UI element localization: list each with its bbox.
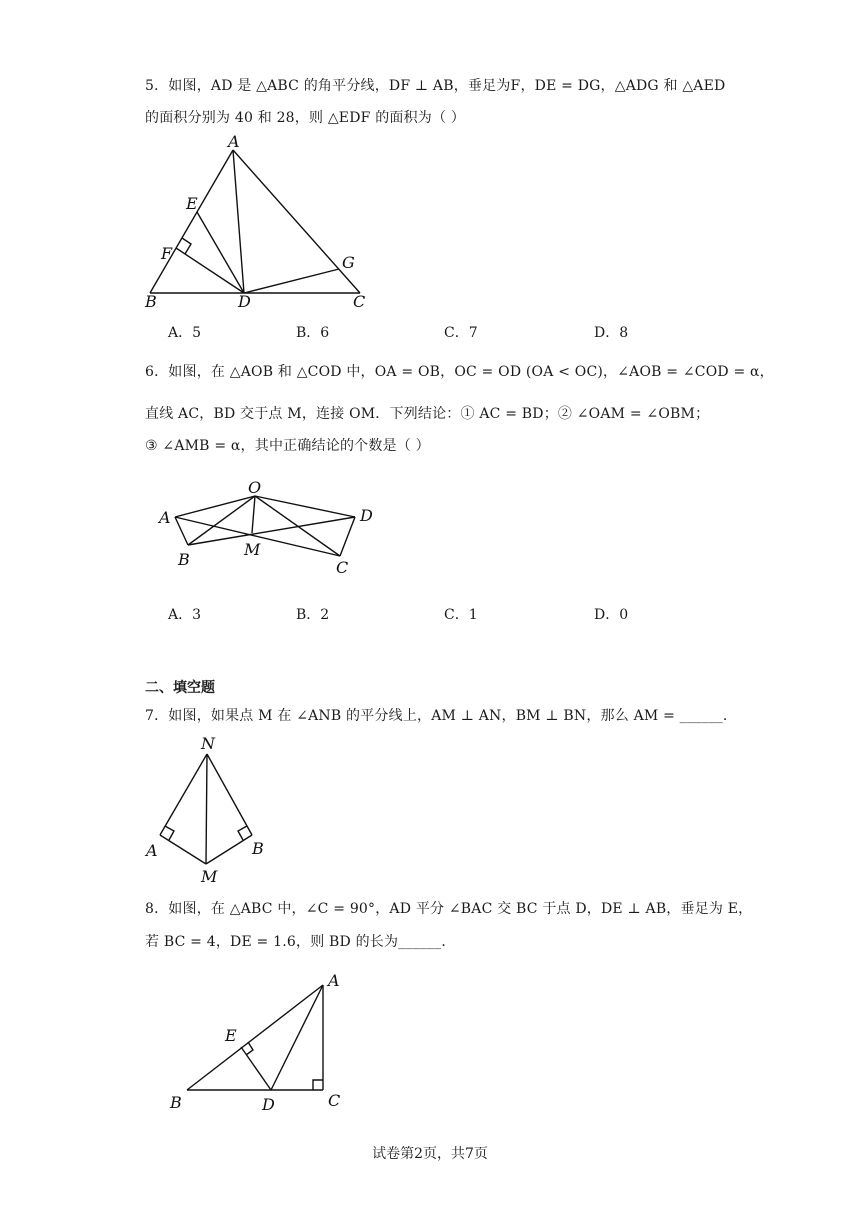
q5-option-d: D．8: [594, 325, 629, 341]
q6-option-c: C．1: [444, 607, 478, 623]
q8-seg-ad: [271, 985, 323, 1090]
q6-label-m: M: [244, 540, 261, 559]
q6-stem-line2: 直线 AC，BD 交于点 M，连接 OM．下列结论：① AC = BD；② ∠OAM = ∠OBM；: [145, 406, 710, 422]
q5-label-g: G: [342, 253, 355, 272]
q6-option-d: D．0: [594, 607, 629, 623]
q8-label-b: B: [170, 1093, 182, 1112]
q7-stem: 7．如图，如果点 M 在 ∠ANB 的平分线上，AM ⊥ AN，BM ⊥ BN，那么 AM = ______．: [145, 708, 738, 724]
q5-stem-line1: 5．如图，AD 是 △ABC 的角平分线，DF ⊥ AB，垂足为F，DE = DG，△ADG 和 △AED: [145, 78, 726, 94]
q5-label-c: C: [353, 292, 366, 311]
q8-label-e: E: [225, 1026, 237, 1045]
q8-stem-line2: 若 BC = 4，DE = 1.6，则 BD 的长为______．: [145, 934, 456, 950]
q5-label-b: B: [145, 292, 157, 311]
q7-label-n: N: [201, 734, 215, 753]
q6-option-b: B．2: [296, 607, 330, 623]
q8-right-angle-c: [313, 1080, 323, 1090]
q7-label-a: A: [146, 841, 158, 860]
q8-label-a: A: [328, 971, 340, 990]
q6-label-d: D: [360, 506, 373, 525]
q8-seg-ed: [241, 1047, 271, 1090]
q5-option-b: B．6: [296, 325, 330, 341]
q6-option-a: A．3: [168, 607, 202, 623]
section-heading: 二、填空题: [145, 680, 215, 696]
q6-label-b: B: [178, 550, 190, 569]
q5-label-f: F: [161, 244, 173, 263]
q6-stem-line3: ③ ∠AMB = α，其中正确结论的个数是（ ）: [145, 438, 430, 454]
page-footer: 试卷第2页，共7页: [372, 1146, 488, 1162]
q8-seg-ba: [187, 985, 323, 1090]
q7-label-b: B: [252, 839, 264, 858]
q5-option-c: C．7: [444, 325, 478, 341]
q7-label-m: M: [201, 867, 218, 886]
q6-stem-line1: 6．如图，在 △AOB 和 △COD 中，OA = OB，OC = OD (OA < OC)，∠AOB = ∠COD = α，: [145, 364, 774, 380]
q8-label-c: C: [328, 1091, 341, 1110]
q5-label-e: E: [186, 194, 198, 213]
q5-label-d: D: [238, 292, 251, 311]
q5-option-a: A．5: [168, 325, 202, 341]
q8-label-d: D: [262, 1095, 275, 1114]
q6-label-o: O: [248, 478, 262, 497]
q8-stem-line1: 8．如图，在 △ABC 中，∠C = 90°，AD 平分 ∠BAC 交 BC 于点 D，DE ⊥ AB，垂足为 E，: [145, 901, 753, 917]
q6-label-a: A: [159, 508, 171, 527]
q5-label-a: A: [228, 132, 240, 151]
q5-stem-line2: 的面积分别为 40 和 28，则 △EDF 的面积为（ ）: [145, 110, 466, 126]
q6-label-c: C: [336, 558, 349, 577]
